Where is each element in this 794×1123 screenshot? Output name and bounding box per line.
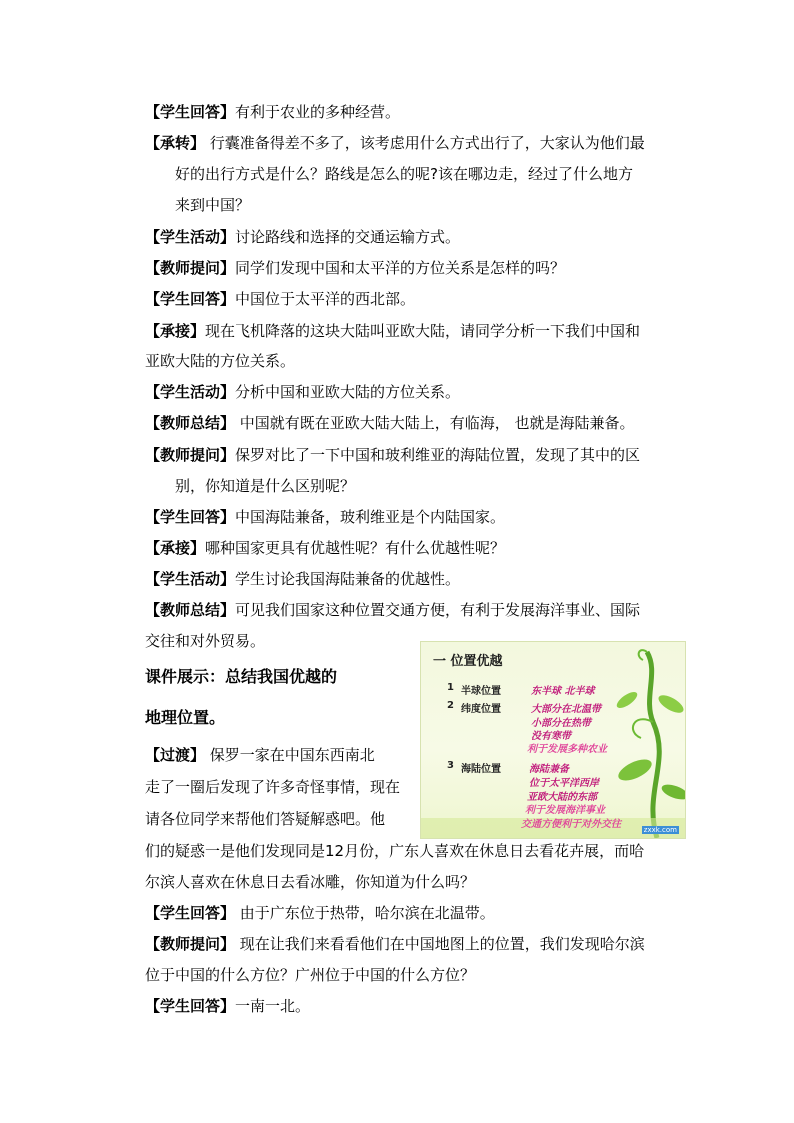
text-line: 位于中国的什么方位？广州位于中国的什么方位？ (145, 966, 476, 984)
section-heading-continued: 地理位置。 (145, 708, 226, 727)
slide-note: 海陆兼备 (529, 764, 569, 775)
text-line: 【学生回答】一南一北。 (145, 997, 311, 1015)
slide-item-number: 3 (447, 760, 454, 771)
slide-title: 一 位置优越 (433, 654, 503, 669)
text-line: 【承接】哪种国家更具有优越性呢？有什么优越性呢？ (145, 539, 506, 557)
text-line: 尔滨人喜欢在休息日去看冰雕，你知道为什么吗？ (145, 873, 476, 891)
slide-note: 东半球 北半球 (531, 686, 595, 697)
slide-item-label: 纬度位置 (461, 704, 501, 715)
text-line: 【承接】现在飞机降落的这块大陆叫亚欧大陆，请同学分析一下我们中国和 (145, 322, 641, 340)
slide-item-number: 1 (447, 682, 454, 693)
slide-note: 交通方便利于对外交往 (521, 819, 621, 830)
slide-item-label: 海陆位置 (461, 764, 501, 775)
text-line: 来到中国？ (175, 196, 251, 214)
text-line: 们的疑惑一是他们发现同是12月份，广东人喜欢在休息日去看花卉展，而哈 (145, 842, 645, 860)
slide-note: 小部分在热带 (531, 718, 591, 729)
slide-note: 大部分在北温带 (531, 704, 601, 715)
text-line: 亚欧大陆的方位关系。 (145, 352, 296, 370)
text-line: 【教师总结】可见我们国家这种位置交通方便，有利于发展海洋事业、国际 (145, 601, 641, 619)
text-line: 【教师总结】 中国就有既在亚欧大陆大陆上，有临海， 也就是海陆兼备。 (145, 414, 635, 432)
text-line: 【教师提问】 现在让我们来看看他们在中国地图上的位置，我们发现哈尔滨 (145, 935, 645, 953)
slide-note: 没有寒带 (531, 731, 571, 742)
slide-item-label: 半球位置 (461, 686, 501, 697)
text-line: 【承转】 行囊准备得差不多了，该考虑用什么方式出行了，大家认为他们最 (145, 134, 645, 152)
section-heading: 课件展示：总结我国优越的 (145, 667, 338, 686)
text-line: 好的出行方式是什么？路线是怎么的呢?该在哪边走，经过了什么地方 (175, 165, 633, 183)
watermark-badge: zxxk.com (643, 826, 677, 834)
slide-note: 利于发展海洋事业 (525, 805, 605, 816)
courseware-slide-image (420, 641, 686, 839)
text-line: 【学生活动】讨论路线和选择的交通运输方式。 (145, 228, 461, 246)
text-line: 【学生回答】 由于广东位于热带，哈尔滨在北温带。 (145, 904, 495, 922)
text-line: 【学生回答】有利于农业的多种经营。 (145, 103, 401, 121)
slide-note: 利于发展多种农业 (527, 744, 607, 755)
text-line: 【学生活动】分析中国和亚欧大陆的方位关系。 (145, 383, 461, 401)
text-line: 【教师提问】同学们发现中国和太平洋的方位关系是怎样的吗？ (145, 259, 566, 277)
text-line: 走了一圈后发现了许多奇怪事情，现在 (145, 778, 401, 796)
text-line: 请各位同学来帮他们答疑解惑吧。他 (145, 810, 386, 828)
text-line: 【学生回答】中国位于太平洋的西北部。 (145, 290, 416, 308)
text-line: 【学生回答】中国海陆兼备，玻利维亚是个内陆国家。 (145, 508, 506, 526)
slide-note: 亚欧大陆的东部 (527, 792, 597, 803)
text-line: 交往和对外贸易。 (145, 632, 266, 650)
slide-item-number: 2 (447, 700, 454, 711)
slide-note: 位于太平洋西岸 (529, 778, 599, 789)
text-line: 【学生活动】学生讨论我国海陆兼备的优越性。 (145, 570, 461, 588)
text-line: 【教师提问】保罗对比了一下中国和玻利维亚的海陆位置，发现了其中的区 (145, 446, 641, 464)
text-line: 别，你知道是什么区别呢？ (175, 477, 356, 495)
text-line: 【过渡】 保罗一家在中国东西南北 (145, 746, 375, 764)
